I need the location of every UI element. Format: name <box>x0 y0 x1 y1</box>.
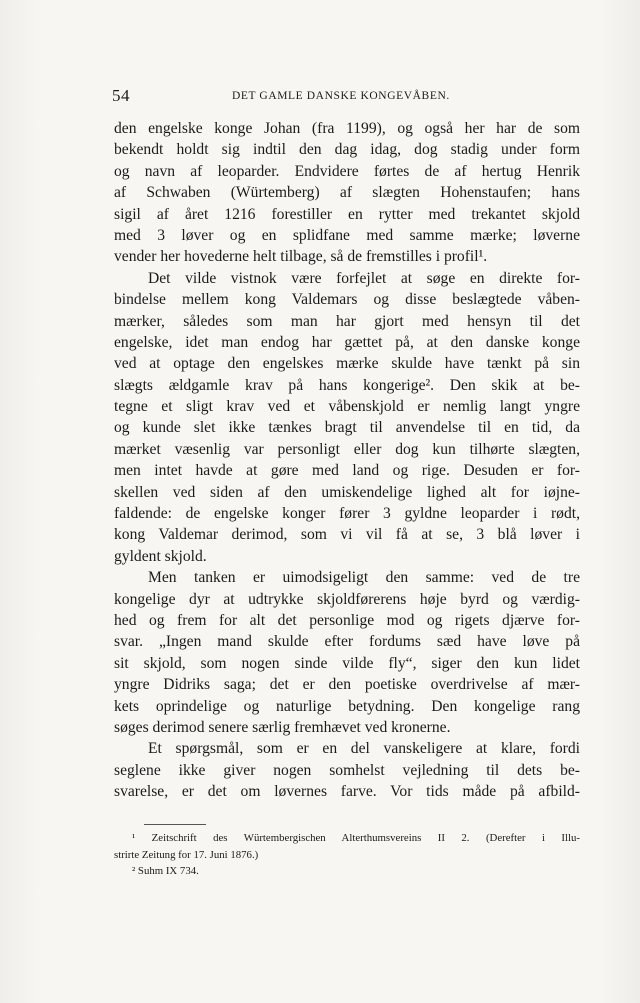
running-head: DET GAMLE DANSKE KONGEVÅBEN. <box>232 90 450 102</box>
text-line: vender her hovederne helt tilbage, så de fremstilles i profil¹. <box>114 248 488 266</box>
text-line: yngre Didriks saga; det er den poetiske overdrivelse af mær- <box>114 676 580 694</box>
text-line: sigil af året 1216 forestiller en rytter med trekantet skjold <box>114 205 580 223</box>
text-line: og navn af leoparder. Endvidere førtes de af hertug Henrik <box>114 162 580 180</box>
text-line: Et spørgsmål, som er en del vanskeligere at klare, fordi <box>148 740 580 758</box>
text-line: gyldent skjold. <box>114 547 207 565</box>
text-line: mærker, således som man har gjort med hensyn til det <box>114 312 580 330</box>
text-line: seglene ikke giver nogen somhelst vejledning til dets be- <box>114 761 580 779</box>
text-line: tegne et sligt krav ved et våbenskjold er nemlig langt yngre <box>114 398 580 416</box>
text-line: bekendt holdt sig indtil den dag idag, dog stadig under form <box>114 141 580 159</box>
text-line: og kunde slet ikke tænkes bragt til anvendelse til en tid, da <box>114 419 580 437</box>
text-line: sit skjold, som nogen sinde vilde fly“, siger den kun lidet <box>114 654 580 672</box>
text-line: af Schwaben (Würtemberg) af slægten Hohenstaufen; hans <box>114 184 580 202</box>
text-line: svarelse, er det om løvernes farve. Vor tids måde på afbild- <box>114 783 580 801</box>
text-line: Det vilde vistnok være forfejlet at søge en direkte for- <box>148 269 580 287</box>
text-line: svar. „Ingen mand skulde efter fordums sæd have løve på <box>114 633 580 651</box>
page-number: 54 <box>112 86 130 105</box>
footnote-divider <box>144 824 206 825</box>
text-line: Men tanken er uimodsigeligt den samme: ved de tre <box>148 569 580 587</box>
text-line: skellen ved siden af den umiskendelige lighed alt for iøjne- <box>114 483 580 501</box>
footnotes <box>114 830 580 880</box>
text-line: søges derimod senere særlig fremhævet ved kronerne. <box>114 718 451 736</box>
text-line: kong Valdemar derimod, som vi vil få at se, 3 blå løver i <box>114 526 580 544</box>
text-line: faldende: de engelske konger fører 3 gyldne leoparder i rødt, <box>114 505 580 523</box>
footnote-line: ¹ Zeitschrift des Würtembergischen Alterthumsvereins II 2. (Derefter i Illu- <box>132 832 580 844</box>
text-line: men intet havde at gøre med land og rige. Desuden er for- <box>114 462 580 480</box>
page-header <box>112 86 582 110</box>
footnote-line: ² Suhm IX 734. <box>132 865 199 877</box>
text-line: kongelige dyr at udtrykke skjoldførerens høje byrd og værdig- <box>114 590 580 608</box>
text-line: slægts ældgamle krav på hans kongerige². Den skik at be- <box>114 376 580 394</box>
text-line: ved at optage den engelskes mærke skulde have tænkt på sin <box>114 355 580 373</box>
text-line: engelske, idet man endog har gættet på, at den danske konge <box>114 333 580 351</box>
text-line: mærket væsenlig var personligt eller dog kun tilhørte slægten, <box>114 440 580 458</box>
text-line: kets oprindelige og naturlige betydning. Den kongelige rang <box>114 697 580 715</box>
body-text <box>114 118 580 803</box>
text-line: bindelse mellem kong Valdemars og disse beslægtede våben- <box>114 291 580 309</box>
footnote-line: strirte Zeitung for 17. Juni 1876.) <box>114 848 259 861</box>
text-line: den engelske konge Johan (fra 1199), og også her har de som <box>114 120 580 137</box>
text-line: med 3 løver og en splidfane med samme mærke; løverne <box>114 226 580 244</box>
text-line: hed og frem for alt det personlige mod og rigets djærve for- <box>114 611 580 629</box>
